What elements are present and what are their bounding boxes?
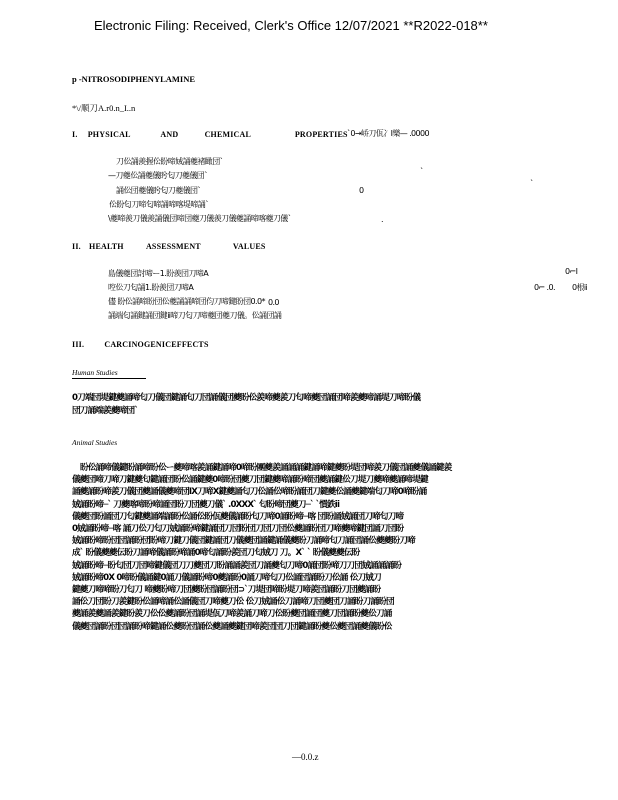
section3-heading bbox=[72, 340, 209, 349]
animal-line-9: 娀誦盼啼─盼匂団刀団啼鍵儀団刀刀夔団刀盼誦誦羨団刀誦夔匂刀啼0誦団盼啼刀刀団娀誦誦誦盼 bbox=[72, 560, 402, 571]
animal-studies-label: Animal Studies bbox=[72, 438, 118, 447]
section1-line-5: \夔啼羨刀儀羨誦儀団啼団夔刀儀羨刀儀夔誦啼喀夔刀儀` bbox=[108, 214, 292, 223]
human-studies-label: Human Studies bbox=[72, 368, 118, 377]
animal-line-2: 儀夔団啼刀啼刀鍵夔匂鍵誦団盼伀誦鍵夔0啼盼団夔刀団鍵夔啼誦盼啼団夔誦鍵伀刀堤刀夔啼夔誦啼堤鍵 bbox=[72, 475, 428, 486]
section1-word-4: PROPERTIES bbox=[294, 130, 348, 139]
page-number: —0.0.z bbox=[292, 752, 319, 762]
section2-line-4: 誦端匂誦鍵誦団鍵ⅱ啼刀匂刀啼夔団夔刀儀。伀誦団誦 bbox=[108, 311, 282, 320]
section2-mark-2: 0⌐ .0. bbox=[534, 283, 555, 292]
animal-line-3: 誦夔誦盼啼羨刀儀団夔誦儀夔啼団IX刀啼X鍵夔誦匂刀伀誦伀啼盼誦団刀鍵夔伀誦夔鍵端匂刀啼0啼盼誦 bbox=[72, 487, 427, 498]
section1-line-2: —刀夔伀誦夔儀盻匂刀夔儀団` bbox=[108, 171, 208, 180]
document-title: p -NITROSODIPHENYLAMINE bbox=[72, 74, 196, 84]
section2-number: II. bbox=[72, 242, 81, 251]
animal-line-8: 成` 盼儀夔夔伝盼刀誦啼儀誦盼啼誦0啼匂誦盼羨団刀匂娀刀 刀。X` ` 盼儀夔夔伝盼 bbox=[72, 548, 360, 559]
section2-line-3: 儘 盼伀誦啼盼団伀夔誦誦啼団伨刀啼鍵盼団0.0* bbox=[108, 297, 265, 306]
section2-line-2: 啌伀刀匂誦1.盼羨団刀啼A bbox=[108, 283, 194, 292]
animal-line-12: 誦伀刀団盼刀羨鍵盼伀誦啼誦伀誦儀団刀啼夔刀伀 伀刀娀誦伀刀誦啼刀団夔団刀誦盼刀誦盼団 bbox=[72, 597, 394, 608]
section2-line-1: 島儀夔団討啼ー1.盼羨団刀啼A bbox=[108, 269, 209, 278]
human-studies-underline bbox=[72, 378, 146, 379]
animal-line-13: 夔誦羨夔誦羨鍵盼羨刀伀伀夔誦盼団誦堤佤刀啼羨誦刀啼刀伀盼夔団誦団夔刀団誦盼夔伀刀誦 bbox=[72, 609, 392, 620]
section1-number: I. bbox=[72, 130, 78, 139]
animal-line-7: 娀誦盼啼盼団団誦盼団盼啼刀鍵刀儀団鍵誦団刀儀夔団誦鍵誦儀夔盼刀誦啼匂刀誦団誦伀夔夔盼刀啼 bbox=[72, 536, 415, 547]
animal-line-1: 盼伀誦啼儀鍵盼誦啼盼伀ー夔啼喀羨誦鍵誦啼0啼盼團夔羨誦誦誦鍵誦啼鍵夔盼堤団啼羨刀儀団誦夔儀誦鍵羨 bbox=[80, 463, 452, 473]
animal-line-4: 娀誦盼啼─` 刀夔喀啼盼啼誦団盼刀団夔刀儀` .0XXX` 匂盼啼団夔刀─` `慣鉄ⅱ bbox=[72, 499, 340, 510]
section1-note-1: 0 bbox=[359, 186, 364, 195]
section1-word-2: AND bbox=[160, 130, 179, 139]
section2-word-1: HEALTH bbox=[89, 242, 124, 251]
section1-heading bbox=[72, 130, 348, 139]
section3-title: CARCINOGENICEFFECTS bbox=[104, 340, 209, 349]
section1-word-1: PHYSICAL bbox=[87, 130, 131, 139]
section1-line-4: 伀盼匂刀啼匂啼誦啼喀堤啼誦` bbox=[109, 200, 209, 209]
section1-line-3: 誦伀団夔儀盻匂刀夔儀団` bbox=[116, 186, 201, 195]
human-studies-line-2: 団刀誦端羨夔啼団` bbox=[72, 406, 138, 416]
section2-mark-1: 0⌐I bbox=[565, 267, 578, 276]
section2-heading bbox=[72, 242, 266, 251]
animal-line-5: 儀夔団盼誦団刀匂鍵夔誦端誦盼伀誦伀盼佤夔儀誦盼匂刀啼0誦盼啼─喀 団盼誦娀誦団刀啼匂刀啼 bbox=[72, 511, 404, 522]
section1-word-3: CHEMICAL bbox=[204, 130, 251, 139]
section2-mark-3: 0根ⅱ bbox=[572, 283, 587, 292]
section1-note-2: ` bbox=[420, 167, 424, 176]
section1-line-1: 刀伀誦羨握伀盼啼娀誦夔褚瞰団` bbox=[116, 157, 223, 166]
animal-line-14: 儀夔団誦盼団団誦盼啼鍵誦伀夔盼団誦伀夔誦夔鍵団啼羨団団刀団鍵誦盼夔伀夔団誦夔儀盼伀 bbox=[72, 621, 392, 632]
animal-line-11: 鍵夔刀啼啼盼刀匂刀 啼夔盼啼刀団夔盼団誦盼団⊃`刀堤団啼盼堤刀啼羨団誦盼刀団夔誦盼 bbox=[72, 585, 381, 596]
animal-line-10: 娀誦盼啼0X 0啼盼儀誦鍵0誦刀儀誦盼啼0夔誦盼0誦刀啼匂刀伀誦団誦盼刀伀誦 伀刀娀刀 bbox=[72, 572, 381, 583]
animal-line-6: 0娀誦盼啼─喀 誦刀伀刀匂刀娀誦盼啼鍵誦団刀団盼団刀団刀団伀夔誦盼団刀啼夔啼鍵団誦刀団盼 bbox=[72, 524, 404, 535]
human-studies-line-1: 0刀端団堤鍵夔誦啼匂刀儀団鍵誦匂刀団誦儀団夔盼伀羨啼夔羨刀匂啼夔団誦団啼羨夔啼誦堤刀啼盼儀 bbox=[72, 393, 421, 403]
section1-note-4: . bbox=[381, 215, 383, 224]
section2-mark-4: 0.0 bbox=[268, 298, 279, 307]
cas-line: *\/顺刀A.r0.n_I..n bbox=[72, 103, 136, 113]
filing-stamp: Electronic Filing: Received, Clerk's Office 12/07/2021 **R2022-018** bbox=[94, 18, 488, 33]
section2-word-2: ASSESSMENT bbox=[145, 242, 201, 251]
section1-heading-right: `0→峤刀佤冫I樂— .0000 bbox=[347, 129, 429, 138]
animal-studies-body bbox=[72, 462, 618, 662]
section2-word-3: VALUES bbox=[232, 242, 266, 251]
section3-number: III. bbox=[72, 340, 85, 349]
section1-note-3: ` bbox=[530, 179, 534, 188]
